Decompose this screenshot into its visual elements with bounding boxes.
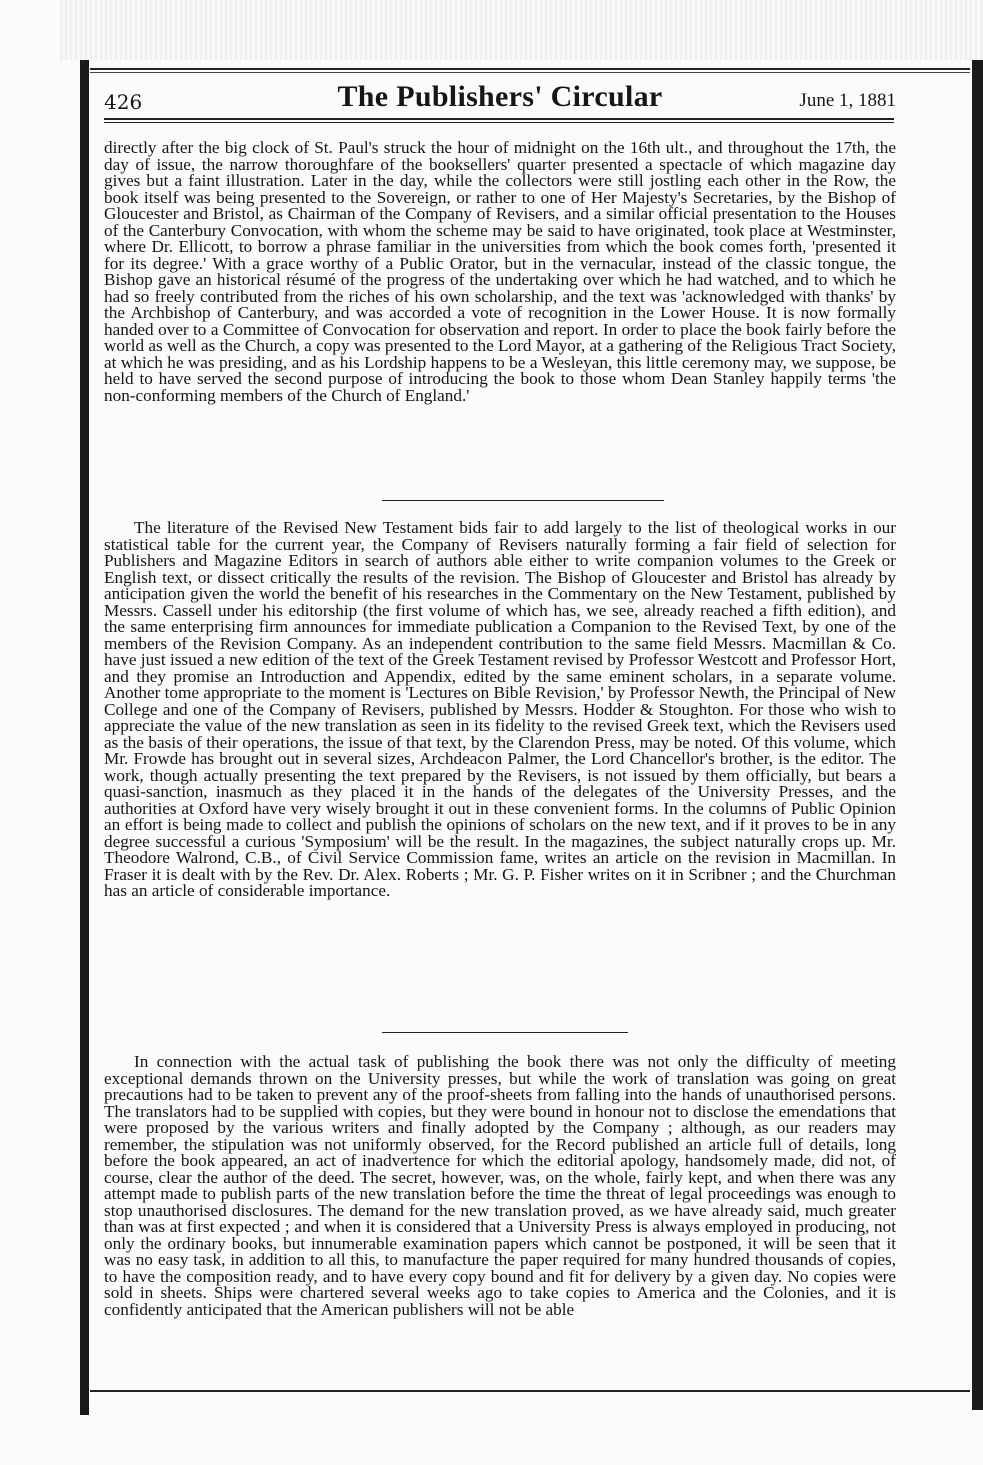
- page-edge-right: [972, 60, 983, 1410]
- article-paragraph-3: In connection with the actual task of publishing the book there was not only the difficulty of meeting exceptional demands thrown on the University presses, but while the work of translation was going on great precautions had to be taken to prevent any of the proof-sheets from falling into the hands of unauthorised persons. The translators had to be supplied with copies, but they were bound in honour not to disclose the emendations that were proposed by the various writers and finally adopted by the Company ; although, as our readers may remember, the stipulation was not uniformly observed, for the Record published an article full of details, long before the book appeared, an act of inadvertence for which the editorial apology, handsomely made, did not, of course, clear the author of the deed. The secret, however, was, on the whole, fairly kept, and when there was any attempt made to publish parts of the new translation before the time the threat of legal proceedings was enough to stop unauthorised disclosures. The demand for the new translation proved, as we have already said, much greater than was at first expected ; and when it is considered that a University Press is always employed in producing, not only the ordinary books, but innumerable examination papers which cannot be postponed, it will be seen that it was no easy task, in addition to all this, to manufacture the paper required for many hundred thousands of copies, to have the composition ready, and to have every copy bound and fit for delivery by a given day. No copies were sold in sheets. Ships were chartered several weeks ago to take copies to America and the Colonies, and it is confidently anticipated that the American publishers will not be able: [104, 1052, 896, 1319]
- header-rule-thin: [104, 122, 894, 123]
- scan-noise-top: [60, 0, 983, 60]
- article-paragraph-2: The literature of the Revised New Testament bids fair to add largely to the list of theological works in our statistical table for the current year, the Company of Revisers naturally forming a fair field of selection for Publishers and Magazine Editors in search of authors able either to write companion volumes to the Greek or English text, or dissect critically the results of the revision. The Bishop of Gloucester and Bristol has already by anticipation given the world the benefit of his researches in the Commentary on the New Testament, published by Messrs. Cassell under his editorship (the first volume of which has, we see, already reached a fifth edition), and the same enterprising firm announces for immediate publication a Companion to the Revised Text, by one of the members of the Revision Company. As an independent contribution to the same field Messrs. Macmillan & Co. have just issued a new edition of the text of the Greek Testament revised by Professor Westcott and Professor Hort, and they promise an Introduction and Appendix, edited by the same eminent scholars, in a separate volume. Another tome appropriate to the moment is 'Lectures on Bible Revision,' by Professor Newth, the Principal of New College and one of the Company of Revisers, published by Messrs. Hodder & Stoughton. For those who wish to appreciate the value of the new translation as seen in its fidelity to the revised Greek text, which the Revisers used as the basis of their operations, the issue of that text, by the Clarendon Press, may be noted. Of this volume, which Mr. Frowde has brought out in several sizes, Archdeacon Palmer, the Lord Chancellor's brother, is the editor. The work, though actually presenting the text prepared by the Revisers, is not issued by them officially, but bears a quasi-sanction, inasmuch as they placed it in the hands of the delegates of the University Presses, and the authorities at Oxford have very wisely brought it out in these convenient forms. In the columns of Public Opinion an effort is being made to collect and publish the opinions of scholars on the new text, and if it proves to be in any degree successful a curious 'Symposium' will be the result. In the magazines, the subject naturally crops up. Mr. Theodore Walrond, C.B., of Civil Service Commission fame, writes an article on the revision in Macmillan. In Fraser it is dealt with by the Rev. Dr. Alex. Roberts ; Mr. G. P. Fisher writes on it in Scribner ; and the Churchman has an article of considerable importance.: [104, 518, 896, 900]
- bottom-rule: [90, 1390, 970, 1392]
- page-number: 426: [104, 90, 143, 114]
- top-rule-thin: [90, 72, 970, 73]
- issue-date: June 1, 1881: [799, 90, 896, 111]
- journal-title: The Publishers' Circular: [337, 80, 663, 113]
- section-divider: [382, 500, 664, 501]
- header-rule: [104, 118, 894, 120]
- top-rule: [90, 68, 970, 70]
- page-header: [104, 80, 896, 116]
- article-paragraph-1: directly after the big clock of St. Paul's struck the hour of midnight on the 16th ult., and throughout the 17th, the day of issue, the narrow thoroughfare of the booksellers' quarter presented a spectacle of which magazine day gives but a faint illustration. Later in the day, while the collectors were still jostling each other in the Row, the book itself was being presented to the Sovereign, or rather to one of Her Majesty's Secretaries, by the Bishop of Gloucester and Bristol, as Chairman of the Company of Revisers, and a similar official presentation to the Houses of the Canterbury Convocation, with whom the scheme may be said to have originated, took place at Westminster, where Dr. Ellicott, to borrow a phrase familiar in the universities from which the book comes forth, 'presented it for its degree.' With a grace worthy of a Public Orator, but in the vernacular, instead of the classic tongue, the Bishop gave an historical résumé of the progress of the undertaking over which he had watched, and to which he had so freely contributed from the riches of his own scholarship, and the text was 'acknowledged with thanks' by the Archbishop of Canterbury, and was accorded a vote of recognition in the Lower House. It is now formally handed over to a Committee of Convocation for observation and report. In order to place the book fairly before the world as well as the Church, a copy was presented to the Lord Mayor, at a gathering of the Religious Tract Society, at which he was presiding, and as his Lordship happens to be a Wesleyan, this little ceremony may, we suppose, be held to have served the second purpose of introducing the book to those whom Dean Stanley happily terms 'the non-conforming members of the Church of England.': [104, 138, 896, 405]
- section-divider: [382, 1032, 628, 1033]
- binding-edge-left: [80, 60, 89, 1415]
